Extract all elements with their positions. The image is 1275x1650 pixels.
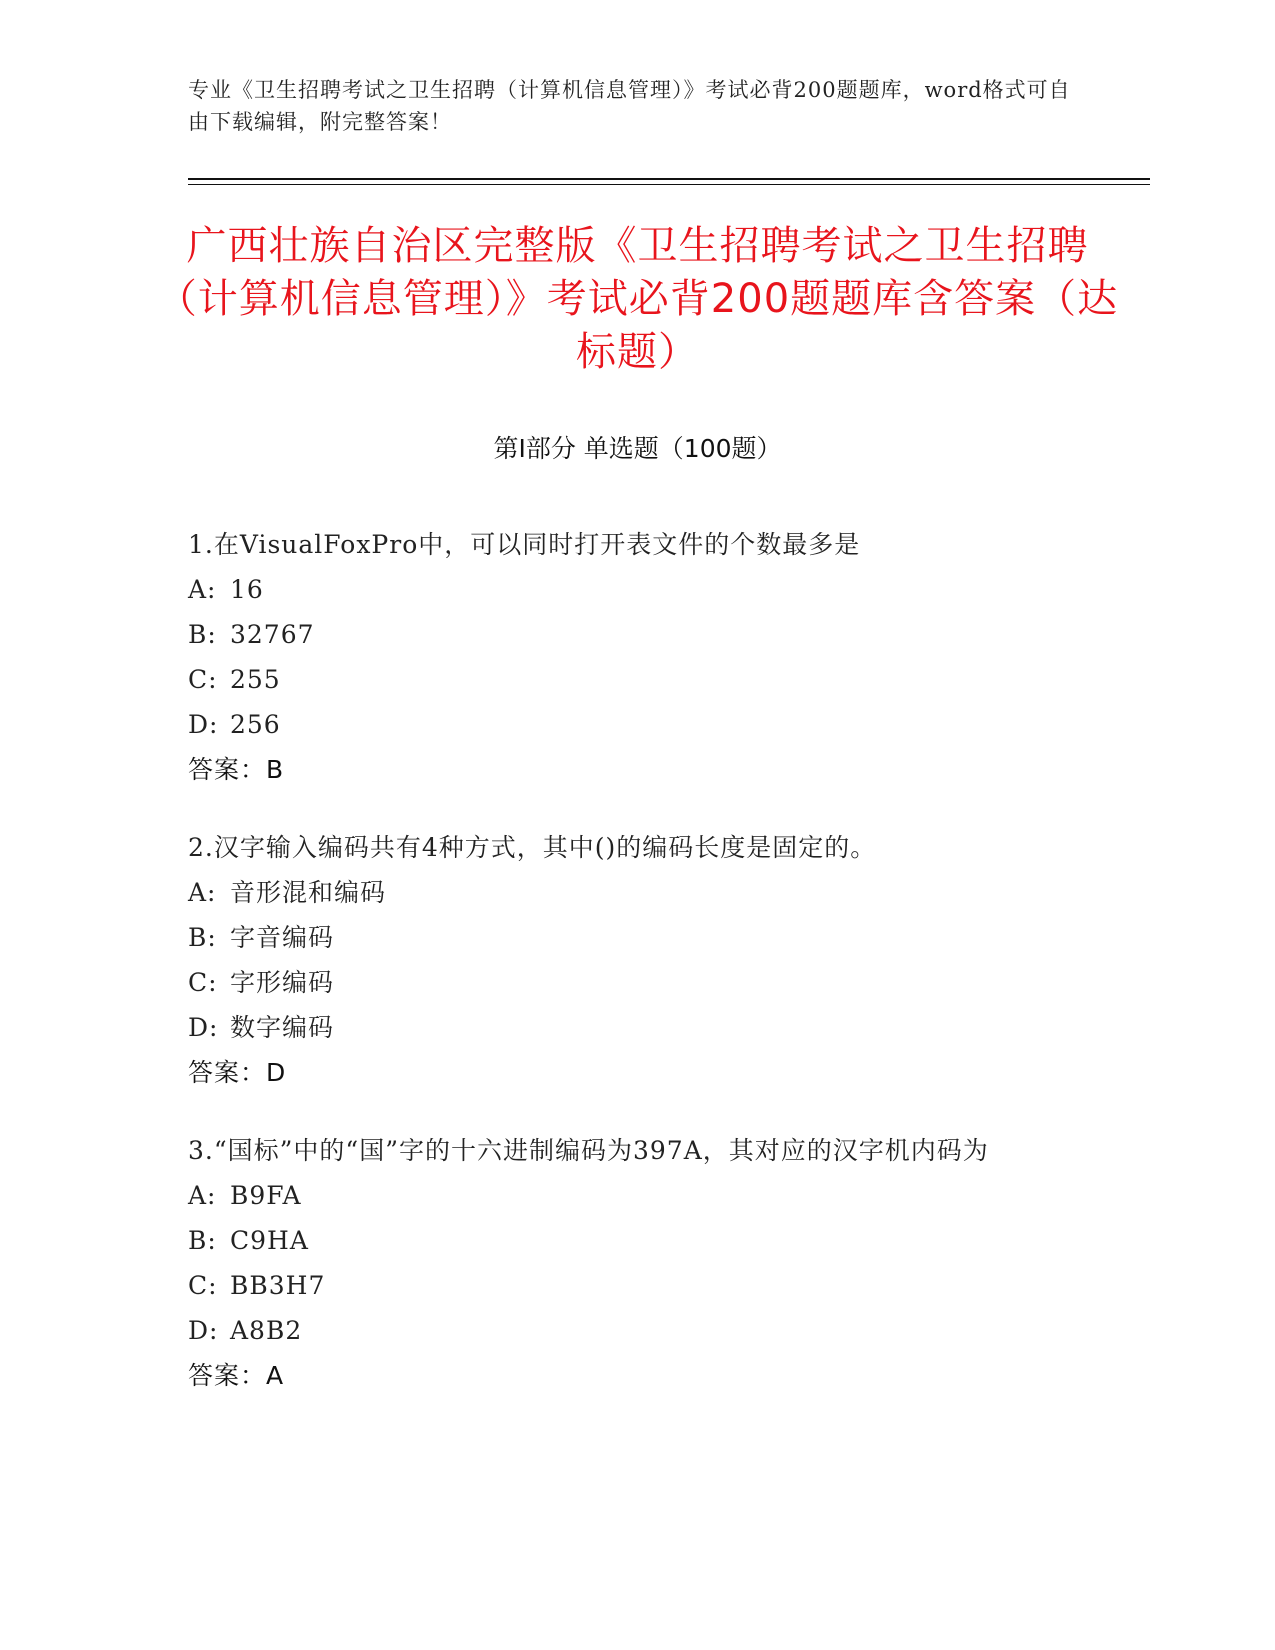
option-text: 256 xyxy=(230,710,281,739)
option-text: 255 xyxy=(230,665,281,694)
option-letter: A: xyxy=(188,1181,217,1210)
option-letter: B: xyxy=(188,620,217,649)
option-text: 16 xyxy=(230,575,264,604)
option-letter: D: xyxy=(188,1316,219,1345)
option-letter: C: xyxy=(188,1271,218,1300)
option-letter: D: xyxy=(188,710,219,739)
option-text: C9HA xyxy=(230,1226,309,1255)
question-stem xyxy=(188,1128,1088,1173)
option-a xyxy=(188,870,1088,915)
option-c xyxy=(188,1263,1088,1308)
option-letter: C: xyxy=(188,665,218,694)
question-1 xyxy=(188,522,1088,792)
question-list xyxy=(188,522,1088,1431)
option-a xyxy=(188,567,1088,612)
option-text: B9FA xyxy=(230,1181,302,1210)
answer-label: 答案：A xyxy=(188,1361,285,1390)
option-d xyxy=(188,702,1088,747)
question-text: 在VisualFoxPro中，可以同时打开表文件的个数最多是 xyxy=(213,530,861,559)
option-b xyxy=(188,612,1088,657)
option-text: 数字编码 xyxy=(230,1013,335,1042)
header-divider-thin xyxy=(188,184,1150,185)
question-number: 3. xyxy=(188,1136,214,1165)
option-text: 字音编码 xyxy=(230,923,335,952)
header-note: 专业《卫生招聘考试之卫生招聘（计算机信息管理）》考试必背200题题库，word格式可自由下载编辑，附完整答案！ xyxy=(188,78,1071,134)
option-c xyxy=(188,657,1088,702)
header-divider-thick xyxy=(188,178,1150,180)
answer-label: 答案：D xyxy=(188,1058,287,1087)
question-number: 2. xyxy=(188,833,214,862)
option-letter: D: xyxy=(188,1013,219,1042)
option-text: BB3H7 xyxy=(230,1271,326,1300)
question-number: 1. xyxy=(188,530,214,559)
option-letter: B: xyxy=(188,923,217,952)
section-heading: 第Ⅰ部分 单选题（100题） xyxy=(493,434,782,463)
option-a xyxy=(188,1173,1088,1218)
question-stem xyxy=(188,522,1088,567)
question-2 xyxy=(188,825,1088,1095)
option-letter: B: xyxy=(188,1226,217,1255)
question-3 xyxy=(188,1128,1088,1398)
option-text: 音形混和编码 xyxy=(230,878,387,907)
question-text: 汉字输入编码共有4种方式，其中()的编码长度是固定的。 xyxy=(213,833,877,862)
question-stem xyxy=(188,825,1088,870)
option-text: A8B2 xyxy=(230,1316,303,1345)
option-d xyxy=(188,1005,1088,1050)
document-title: 广西壮族自治区完整版《卫生招聘考试之卫生招聘（计算机信息管理）》考试必背200题题库含答案（达标题） xyxy=(156,223,1119,375)
option-c xyxy=(188,960,1088,1005)
answer-label: 答案：B xyxy=(188,755,285,784)
option-letter: A: xyxy=(188,878,217,907)
option-b xyxy=(188,915,1088,960)
option-text: 字形编码 xyxy=(230,968,335,997)
option-letter: A: xyxy=(188,575,217,604)
option-d xyxy=(188,1308,1088,1353)
option-text: 32767 xyxy=(230,620,315,649)
option-letter: C: xyxy=(188,968,218,997)
question-text: “国标”中的“国”字的十六进制编码为397A，其对应的汉字机内码为 xyxy=(213,1136,989,1165)
option-b xyxy=(188,1218,1088,1263)
